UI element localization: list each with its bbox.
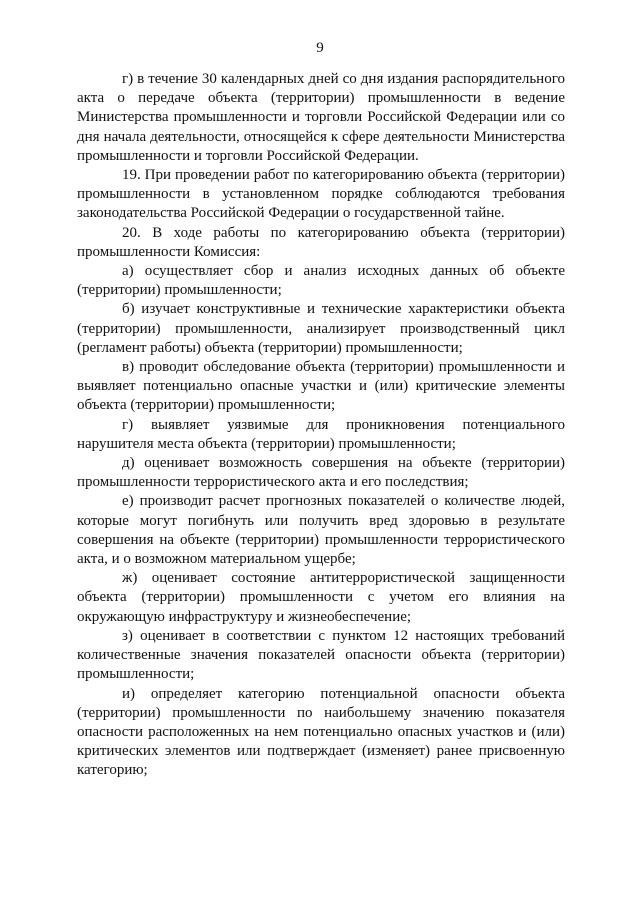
page-number: 9 xyxy=(316,40,324,56)
paragraph-g-deadline: г) в течение 30 календарных дней со дня издания распорядительного акта о передаче объекта (территории) промышленности в ведение Министерства промышленности и торговли Российской Федерации или со дня начала деятельности, относящейся к сфере деятельности Министерства промышленности и торговли Российской Федерации. xyxy=(77,71,565,164)
paragraph-20: 20. В ходе работы по категорированию объекта (территории) промышленности Комиссия: xyxy=(77,224,565,260)
document-body xyxy=(77,70,565,781)
list-item-i: и) определяет категорию потенциальной опасности объекта (территории) промышленности по наибольшему значению показателя опасности расположенных на нем потенциально опасных участков и (или) критических элементов или подтверждает (изменяет) ранее присвоенную категорию; xyxy=(77,685,565,779)
list-item-v: в) проводит обследование объекта (территории) промышленности и выявляет потенциально опасные участки и (или) критические элементы объекта (территории) промышленности; xyxy=(77,359,565,414)
list-item-e: е) производит расчет прогнозных показателей о количестве людей, которые могут погибнуть или получить вред здоровью в результате совершения на объекте (территории) промышленности террористического акта, и о возможном материальном ущербе; xyxy=(77,493,565,568)
paragraph-19: 19. При проведении работ по категорированию объекта (территории) промышленности в установленном порядке соблюдаются требования законодательства Российской Федерации о государственной тайне. xyxy=(77,167,565,222)
list-item-g: г) выявляет уязвимые для проникновения потенциального нарушителя места объекта (территории) промышленности; xyxy=(77,416,565,452)
list-item-z: з) оценивает в соответствии с пунктом 12 настоящих требований количественные значения показателей опасности объекта (территории) промышленности; xyxy=(77,627,565,683)
list-item-zh: ж) оценивает состояние антитеррористической защищенности объекта (территории) промышленности с учетом его влияния на окружающую инфраструктуру и жизнеобеспечение; xyxy=(77,570,565,625)
list-item-d: д) оценивает возможность совершения на объекте (территории) промышленности террористического акта и его последствия; xyxy=(77,455,565,491)
list-item-b: б) изучает конструктивные и технические характеристики объекта (территории) промышленности, анализирует производственный цикл (регламент работы) объекта (территории) промышленности; xyxy=(77,301,565,356)
list-item-a: а) осуществляет сбор и анализ исходных данных об объекте (территории) промышленности; xyxy=(77,263,565,299)
